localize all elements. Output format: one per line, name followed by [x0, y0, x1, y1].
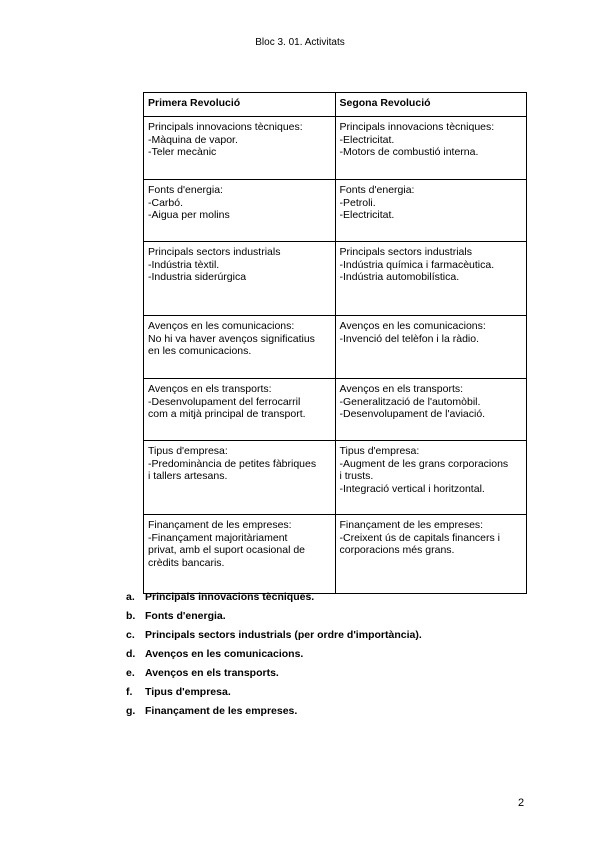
- cell-line: -Augment de les grans corporacions: [339, 457, 509, 470]
- list-marker: c.: [126, 629, 135, 641]
- cell-line: Fonts d'energia:: [339, 184, 415, 196]
- list-item-text: Avenços en les comunicacions.: [145, 648, 304, 660]
- list-item-text: Fonts d'energia.: [145, 610, 226, 622]
- cell-line: -Indústria automobilística.: [339, 271, 460, 283]
- cell-line: -Carbó.: [148, 196, 184, 209]
- cell-line: Finançament de les empreses:: [339, 519, 484, 531]
- list-marker: b.: [126, 610, 136, 622]
- list-marker: f.: [126, 686, 133, 698]
- cell-line: -Integració vertical i horitzontal.: [339, 482, 485, 495]
- table-cell: [144, 379, 336, 441]
- table-cell: [144, 316, 336, 379]
- cell-line: -Motors de combustió interna.: [339, 146, 479, 158]
- cell-line: -Màquina de vapor.: [148, 133, 238, 146]
- cell-line: -Indústria química i farmacèutica.: [339, 258, 495, 271]
- table-row: [144, 515, 527, 594]
- table-cell: [144, 242, 336, 316]
- table-row: [144, 441, 527, 515]
- cell-line: -Predominància de petites fàbriques: [148, 457, 317, 470]
- list-item: [126, 685, 422, 704]
- cell-line: No hi va haver avenços significatius: [148, 332, 315, 345]
- cell-line: -Desenvolupament del ferrocarril: [148, 395, 301, 408]
- column-header: Primera Revolució: [144, 93, 336, 117]
- table-cell: [144, 441, 336, 515]
- cell-line: Tipus d'empresa:: [339, 445, 420, 457]
- cell-line: Avenços en els transports:: [148, 383, 272, 395]
- cell-line: -Teler mecànic: [148, 146, 217, 158]
- list-item: [126, 666, 422, 685]
- list-marker: g.: [126, 705, 136, 717]
- question-list: [126, 590, 422, 723]
- list-item: [126, 609, 422, 628]
- cell-line: Tipus d'empresa:: [148, 445, 228, 457]
- cell-line: Principals sectors industrials: [339, 246, 472, 258]
- table-row: [144, 242, 527, 316]
- cell-line: Finançament de les empreses:: [148, 519, 292, 531]
- cell-line: -Creixent ús de capitals financers i: [339, 531, 500, 544]
- list-item: [126, 647, 422, 666]
- column-header: Segona Revolució: [335, 93, 527, 117]
- list-marker: d.: [126, 648, 136, 660]
- list-item-text: Principals innovacions tècniques.: [145, 591, 315, 603]
- cell-line: com a mitjà principal de transport.: [148, 408, 306, 420]
- cell-line: Avenços en les comunicacions:: [339, 320, 486, 332]
- table-header-row: [144, 93, 527, 117]
- cell-line: Principals innovacions tècniques:: [339, 121, 495, 133]
- cell-line: -Electricitat.: [339, 209, 395, 221]
- comparison-table: [143, 92, 527, 594]
- cell-line: corporacions més grans.: [339, 544, 455, 556]
- cell-line: i trusts.: [339, 470, 374, 482]
- page-number: 2: [518, 797, 525, 809]
- list-item-text: Avenços en els transports.: [145, 667, 279, 679]
- table-cell: [144, 180, 336, 242]
- table-cell: [144, 117, 336, 180]
- table-row: [144, 117, 527, 180]
- cell-line: crèdits bancaris.: [148, 556, 225, 569]
- cell-line: -Electricitat.: [339, 133, 395, 146]
- cell-line: Principals sectors industrials: [148, 246, 281, 258]
- cell-line: en les comunicacions.: [148, 345, 252, 357]
- table-row: [144, 316, 527, 379]
- cell-line: -Indústria tèxtil.: [148, 258, 220, 271]
- list-item-text: Principals sectors industrials (per ordre d'importància).: [145, 629, 422, 641]
- cell-line: -Petroli.: [339, 196, 376, 209]
- cell-line: -Aigua per molins: [148, 209, 230, 221]
- table-cell: [335, 515, 527, 594]
- cell-line: privat, amb el suport ocasional de: [148, 544, 306, 556]
- table-cell: [335, 180, 527, 242]
- table-row: [144, 180, 527, 242]
- list-item-text: Finançament de les empreses.: [145, 705, 298, 717]
- cell-line: Avenços en els transports:: [339, 383, 464, 395]
- list-item: [126, 590, 422, 609]
- table-cell: [335, 117, 527, 180]
- list-marker: a.: [126, 591, 135, 603]
- cell-line: Avenços en les comunicacions:: [148, 320, 295, 332]
- list-item: [126, 704, 422, 723]
- table-row: [144, 379, 527, 441]
- list-marker: e.: [126, 667, 135, 679]
- list-item: [126, 628, 422, 647]
- cell-line: -Generalització de l'automòbil.: [339, 395, 481, 408]
- table-cell: [335, 316, 527, 379]
- cell-line: Fonts d'energia:: [148, 184, 223, 196]
- cell-line: -Industria siderúrgica: [148, 271, 247, 283]
- cell-line: -Finançament majoritàriament: [148, 531, 288, 544]
- table-cell: [335, 379, 527, 441]
- table-cell: [335, 242, 527, 316]
- list-item-text: Tipus d'empresa.: [145, 686, 231, 698]
- table-cell: [144, 515, 336, 594]
- cell-line: -Invenció del telèfon i la ràdio.: [339, 332, 479, 345]
- cell-line: Principals innovacions tècniques:: [148, 121, 303, 133]
- table-cell: [335, 441, 527, 515]
- page-header: Bloc 3. 01. Activitats: [255, 37, 345, 48]
- cell-line: -Desenvolupament de l'aviació.: [339, 408, 486, 420]
- cell-line: i tallers artesans.: [148, 470, 228, 482]
